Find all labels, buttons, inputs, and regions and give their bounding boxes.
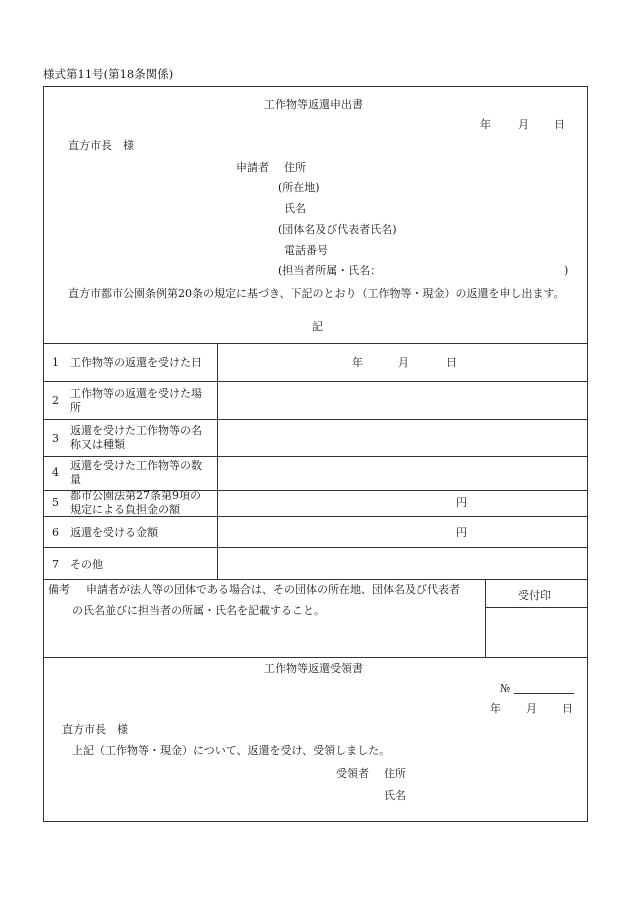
item-6-label: 返還を受ける金額 (70, 526, 158, 539)
item-4-number: 4 (52, 466, 59, 479)
item-7-label: その他 (70, 558, 103, 571)
item-2-value-field[interactable] (222, 385, 582, 415)
item-1-year[interactable]: 年 (352, 356, 363, 369)
applicant-location-note: (所在地) (278, 181, 320, 194)
item-3-label: 返還を受けた工作物等の名称又は種類 (70, 424, 202, 451)
receiver-address-label: 住所 (384, 767, 406, 780)
application-date-day[interactable]: 日 (554, 118, 565, 131)
item-5-label: 都市公園法第27条第9項の規定による負担金の額 (70, 489, 201, 516)
remarks-line-2: の氏名並びに担当者の所属・氏名を記載すること。 (72, 604, 325, 617)
ki-label: 記 (312, 320, 323, 333)
item-4-value-field[interactable] (222, 459, 582, 487)
application-date-month[interactable]: 月 (518, 118, 529, 131)
item-7-number: 7 (52, 558, 59, 571)
receipt-date-month[interactable]: 月 (526, 702, 537, 715)
item-1-number: 1 (52, 356, 59, 369)
item-5-number: 5 (52, 496, 59, 509)
receipt-number-line (514, 683, 574, 694)
item-3-number: 3 (52, 432, 59, 445)
item-4-label: 返還を受けた工作物等の数量 (70, 459, 202, 486)
reception-stamp-label: 受付印 (518, 589, 551, 602)
applicant-org-note: (団体名及び代表者氏名) (278, 223, 397, 236)
applicant-label: 申請者 (236, 161, 269, 174)
applicant-address-label: 住所 (284, 161, 306, 174)
item-2-label: 工作物等の返還を受けた場所 (70, 387, 202, 414)
item-1-month[interactable]: 月 (398, 356, 409, 369)
item-1-day[interactable]: 日 (446, 356, 457, 369)
application-statement: 直方市都市公園条例第20条の規定に基づき、下記のとおり（工作物等・現金）の返還を申し出ます。 (68, 287, 565, 300)
applicant-contact-note: (担当者所属・氏名： (278, 264, 382, 277)
receipt-number[interactable] (500, 683, 574, 694)
item-5-value[interactable]: 円 (456, 496, 467, 509)
application-date-year[interactable]: 年 (480, 118, 491, 131)
item-6-value[interactable]: 円 (456, 526, 467, 539)
receipt-date-day[interactable]: 日 (562, 702, 573, 715)
item-1-label: 工作物等の返還を受けた日 (70, 356, 202, 369)
item-2-number: 2 (52, 394, 59, 407)
item-7-value-field[interactable] (222, 551, 582, 577)
item-3-value-field[interactable] (222, 423, 582, 453)
remarks-label: 備考 (48, 583, 70, 596)
receipt-number-label: № (500, 682, 511, 695)
application-title: 工作物等返還申出書 (264, 98, 363, 111)
applicant-name-label: 氏名 (284, 202, 306, 215)
application-addressee: 直方市長 様 (68, 139, 134, 152)
receipt-statement: 上記（工作物等・現金）について、返還を受け、受領しました。 (72, 744, 391, 757)
form-number-label: 様式第11号(第18条関係) (43, 67, 174, 81)
receipt-addressee: 直方市長 様 (62, 723, 128, 736)
applicant-phone-label: 電話番号 (284, 244, 328, 257)
receipt-title: 工作物等返還受領書 (264, 662, 363, 675)
item-6-number: 6 (52, 526, 59, 539)
receiver-name-label: 氏名 (384, 789, 406, 802)
receiver-label: 受領者 (336, 767, 369, 780)
receipt-date-year[interactable]: 年 (490, 702, 501, 715)
remarks-line-1: 申請者が法人等の団体である場合は、その団体の所在地、団体名及び代表者 (86, 583, 460, 596)
form-frame (43, 86, 588, 822)
applicant-contact-close: ) (564, 264, 569, 277)
